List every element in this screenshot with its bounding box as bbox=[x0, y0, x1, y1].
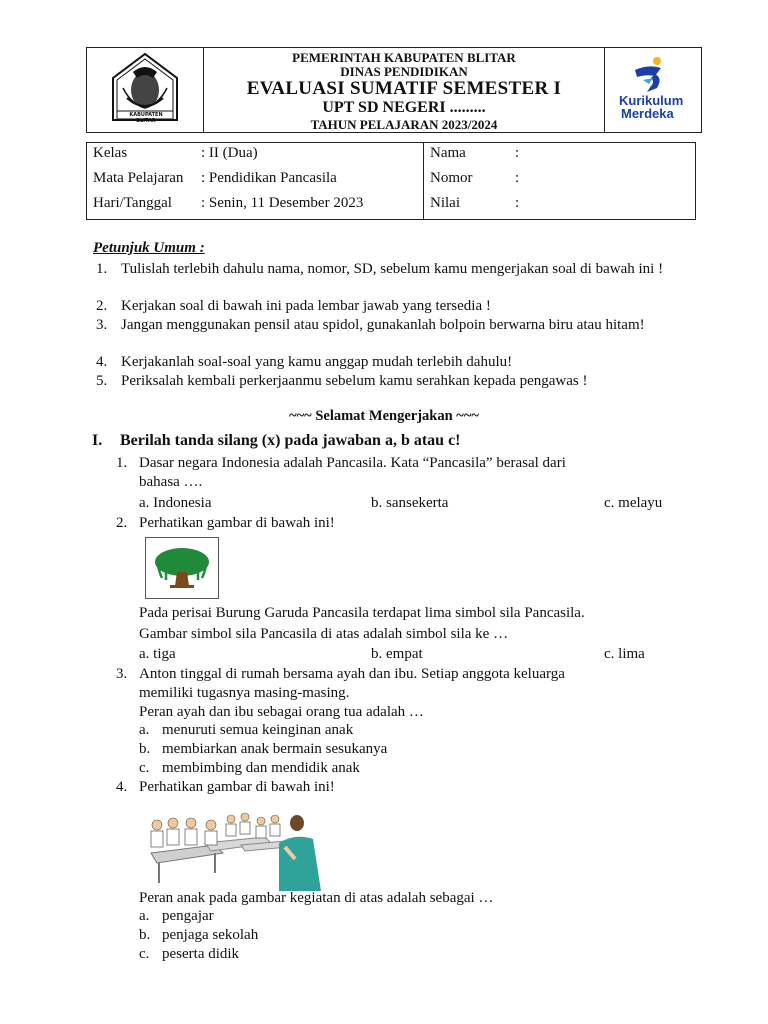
q4-option-b[interactable]: penjaga sekolah bbox=[162, 927, 259, 943]
question-number: 3. bbox=[116, 666, 128, 682]
nomor-label: Nomor bbox=[430, 170, 473, 186]
header-exam-title: EVALUASI SUMATIF SEMESTER I bbox=[246, 78, 562, 99]
q4-option-c-letter[interactable]: c. bbox=[139, 946, 150, 962]
instruction-text: Kerjakanlah soal-soal yang kamu anggap mudah terlebih dahulu! bbox=[121, 354, 513, 370]
section-number: I. bbox=[92, 432, 103, 449]
nama-field[interactable]: : bbox=[515, 145, 520, 161]
instruction-number: 2. bbox=[96, 298, 108, 314]
instruction-item bbox=[96, 372, 696, 390]
question-4-text: Perhatikan gambar di bawah ini! bbox=[139, 779, 335, 795]
instruction-text: Periksalah kembali perkerjaanmu sebelum kamu serahkan kepada pengawas ! bbox=[121, 373, 588, 389]
question-number: 4. bbox=[116, 779, 128, 795]
question-2-text: Perhatikan gambar di bawah ini! bbox=[139, 515, 335, 531]
kelas-label: Kelas bbox=[93, 145, 128, 161]
q2-option-c[interactable]: c. lima bbox=[604, 646, 645, 662]
classroom-illustration-icon bbox=[145, 803, 325, 891]
banyan-tree-image bbox=[145, 537, 219, 599]
question-3-prompt: Peran ayah dan ibu sebagai orang tua adalah … bbox=[139, 704, 424, 720]
instruction-number: 3. bbox=[96, 317, 108, 333]
question-2-text-cont: Pada perisai Burung Garuda Pancasila terdapat lima simbol sila Pancasila. bbox=[139, 605, 585, 621]
instruction-text: Jangan menggunakan pensil atau spidol, gunakanlah bolpoin berwarna biru atau hitam! bbox=[121, 317, 645, 333]
logo-cell-right bbox=[604, 48, 701, 132]
q3-option-c-letter[interactable]: c. bbox=[139, 760, 150, 776]
instruction-text: Tulislah terlebih dahulu nama, nomor, SD, sebelum kamu mengerjakan soal di bawah ini ! bbox=[121, 261, 664, 277]
classroom-image bbox=[145, 803, 325, 891]
q4-option-b-letter[interactable]: b. bbox=[139, 927, 151, 943]
q2-option-b[interactable]: b. empat bbox=[371, 646, 423, 662]
greeting: ~~~ Selamat Mengerjakan ~~~ bbox=[289, 408, 479, 424]
mapel-value: : Pendidikan Pancasila bbox=[201, 170, 337, 186]
tanggal-value: : Senin, 11 Desember 2023 bbox=[201, 195, 364, 211]
instruction-text: Kerjakan soal di bawah ini pada lembar jawab yang tersedia ! bbox=[121, 298, 491, 314]
question-number: 1. bbox=[116, 455, 128, 471]
q2-option-a[interactable]: a. tiga bbox=[139, 646, 176, 662]
question-1-text-cont: bahasa …. bbox=[139, 474, 203, 490]
question-number: 2. bbox=[116, 515, 128, 531]
nilai-field[interactable]: : bbox=[515, 195, 520, 211]
instruction-number: 5. bbox=[96, 373, 108, 389]
student-info-table bbox=[86, 142, 696, 220]
q4-option-c[interactable]: peserta didik bbox=[162, 946, 240, 962]
instruction-number: 1. bbox=[96, 261, 108, 277]
q4-option-a[interactable]: pengajar bbox=[162, 908, 214, 924]
kurikulum-merdeka-logo-icon bbox=[605, 48, 701, 98]
banyan-tree-icon bbox=[146, 538, 218, 598]
merdeka-logo-line-1: Kurikulum bbox=[619, 93, 684, 108]
question-3-text-cont: memiliki tugasnya masing-masing. bbox=[139, 685, 350, 701]
q3-option-b[interactable]: membiarkan anak bermain sesukanya bbox=[162, 741, 388, 757]
section-title: Berilah tanda silang (x) pada jawaban a, b atau c! bbox=[120, 432, 461, 449]
header-school: UPT SD NEGERI ......... bbox=[322, 99, 486, 116]
question-1-text: Dasar negara Indonesia adalah Pancasila. Kata “Pancasila” berasal dari bbox=[139, 455, 566, 471]
nilai-label: Nilai bbox=[430, 195, 460, 211]
nama-label: Nama bbox=[430, 145, 466, 161]
q3-option-a[interactable]: menuruti semua keinginan anak bbox=[162, 722, 354, 738]
header-line-1: PEMERINTAH KABUPATEN BLITAR bbox=[292, 50, 516, 65]
q3-option-a-letter[interactable]: a. bbox=[139, 722, 150, 738]
nomor-field[interactable]: : bbox=[515, 170, 520, 186]
info-divider bbox=[423, 143, 424, 219]
q4-option-a-letter[interactable]: a. bbox=[139, 908, 150, 924]
instruction-item bbox=[96, 260, 696, 296]
instructions-title: Petunjuk Umum : bbox=[93, 240, 205, 256]
header-title-block bbox=[204, 48, 604, 132]
instruction-item bbox=[96, 297, 696, 315]
mapel-label: Mata Pelajaran bbox=[93, 170, 184, 186]
exam-header bbox=[86, 47, 702, 133]
question-2-prompt: Gambar simbol sila Pancasila di atas adalah simbol sila ke … bbox=[139, 626, 509, 642]
merdeka-logo-line-2: Merdeka bbox=[621, 106, 674, 121]
header-year: TAHUN PELAJARAN 2023/2024 bbox=[310, 117, 498, 132]
tanggal-label: Hari/Tanggal bbox=[93, 195, 172, 211]
instruction-item bbox=[96, 316, 696, 352]
logo-cell-left bbox=[87, 48, 204, 132]
instruction-item bbox=[96, 353, 696, 371]
kelas-value: : II (Dua) bbox=[201, 145, 258, 161]
q1-option-c[interactable]: c. melayu bbox=[604, 495, 663, 511]
q1-option-a[interactable]: a. Indonesia bbox=[139, 495, 212, 511]
instruction-number: 4. bbox=[96, 354, 108, 370]
q3-option-c[interactable]: membimbing dan mendidik anak bbox=[162, 760, 360, 776]
q1-option-b[interactable]: b. sansekerta bbox=[371, 495, 449, 511]
question-4-prompt: Peran anak pada gambar kegiatan di atas adalah sebagai … bbox=[139, 890, 494, 906]
header-line-2: DINAS PENDIDIKAN bbox=[340, 64, 468, 79]
q3-option-b-letter[interactable]: b. bbox=[139, 741, 151, 757]
logo-caption: KABUPATEN BLITAR bbox=[129, 112, 163, 124]
question-3-text: Anton tinggal di rumah bersama ayah dan ibu. Setiap anggota keluarga bbox=[139, 666, 565, 682]
